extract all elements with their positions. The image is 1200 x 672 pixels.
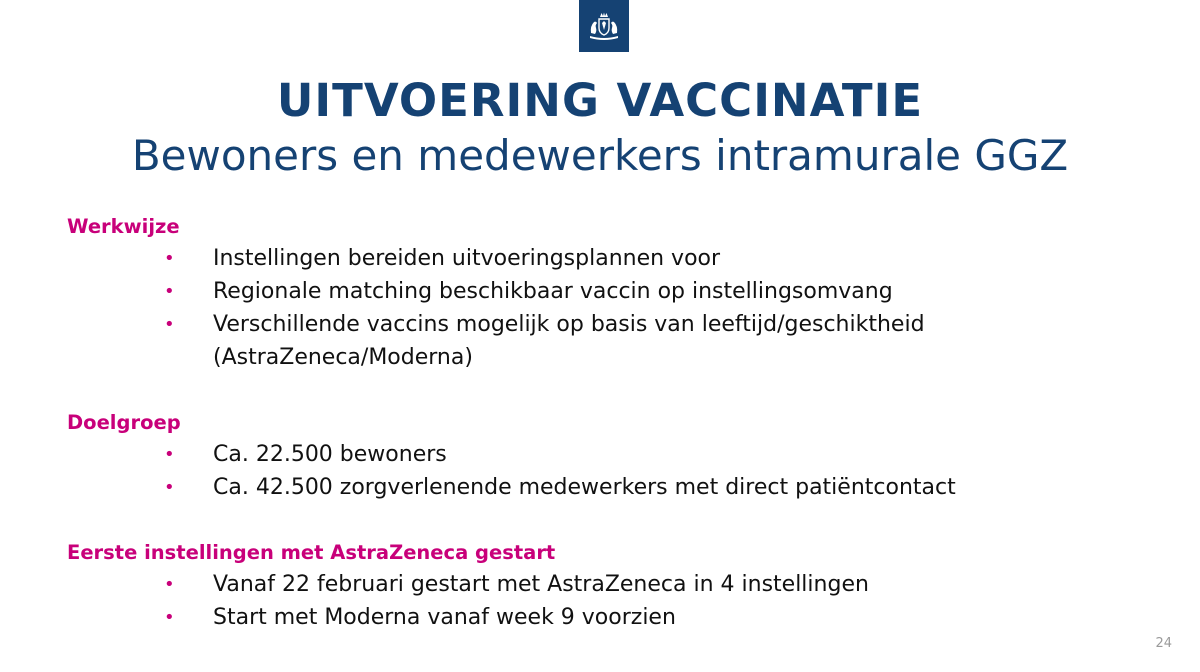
section-eerste-instellingen	[67, 538, 1167, 634]
section-heading: Werkwijze	[67, 215, 180, 238]
list-item	[67, 471, 1167, 504]
list-item	[67, 568, 1167, 601]
list-item-text: Vanaf 22 februari gestart met AstraZeneca in 4 instellingen	[213, 572, 869, 597]
bullet-list	[67, 568, 1167, 634]
list-item	[67, 275, 1167, 308]
bullet-list	[67, 438, 1167, 504]
list-item-text: Verschillende vaccins mogelijk op basis van leeftijd/geschiktheid (AstraZeneca/Moderna)	[213, 312, 925, 370]
bullet-list	[67, 242, 1167, 374]
bullet-icon: •	[164, 574, 175, 595]
list-item	[67, 242, 1167, 275]
page-title: UITVOERING VACCINATIE	[276, 74, 924, 127]
list-item-text: Start met Moderna vanaf week 9 voorzien	[213, 605, 676, 630]
list-item-text: Ca. 42.500 zorgverlenende medewerkers met direct patiëntcontact	[213, 475, 956, 500]
bullet-icon: •	[164, 607, 175, 628]
slide-content	[67, 212, 1167, 634]
bullet-icon: •	[164, 281, 175, 302]
section-doelgroep	[67, 408, 1167, 504]
list-item-text: Regionale matching beschikbaar vaccin op instellingsomvang	[213, 279, 893, 304]
section-werkwijze	[67, 212, 1167, 374]
list-item	[67, 601, 1167, 634]
list-item-text: Instellingen bereiden uitvoeringsplannen voor	[213, 246, 721, 271]
section-heading: Eerste instellingen met AstraZeneca gestart	[67, 541, 556, 564]
page-subtitle: Bewoners en medewerkers intramurale GGZ	[131, 131, 1069, 180]
page-number: 24	[1155, 636, 1172, 651]
section-heading: Doelgroep	[67, 411, 181, 434]
bullet-icon: •	[164, 248, 175, 269]
coat-of-arms-icon	[587, 11, 621, 41]
list-item	[67, 438, 1167, 471]
bullet-icon: •	[164, 314, 175, 335]
bullet-icon: •	[164, 477, 175, 498]
bullet-icon: •	[164, 444, 175, 465]
list-item-text: Ca. 22.500 bewoners	[213, 442, 447, 467]
list-item	[67, 308, 1167, 374]
rijksoverheid-logo	[579, 0, 629, 52]
